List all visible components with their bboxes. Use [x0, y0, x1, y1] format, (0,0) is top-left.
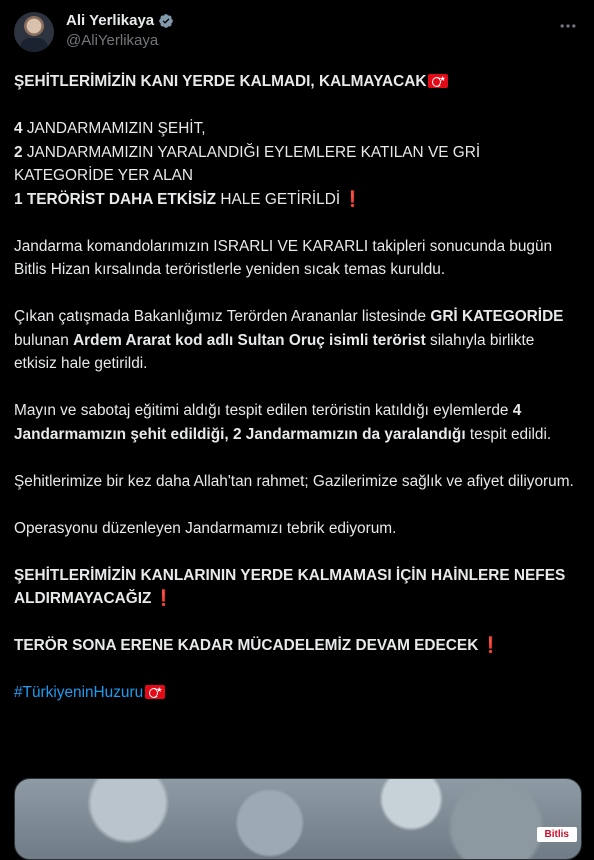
tweet-headline [14, 70, 580, 94]
summary-text-2: JANDARMAMIZIN YARALANDIĞI EYLEMLERE KATILAN VE GRİ KATEGORİDE YER ALAN [14, 143, 481, 184]
tweet-paragraph-3: Jandarma komandolarımızın ISRARLI VE KARARLI takipleri sonucunda bugün Bitlis Hizan kırsalında teröristlerle yeniden sıcak temas kuruldu. [14, 237, 553, 278]
headline-text: ŞEHİTLERİMİZİN KANI YERDE KALMADI, KALMAYACAK [14, 73, 427, 90]
tweet-text [14, 70, 580, 728]
tweet-paragraph-7: Operasyonu düzenleyen Jandarmamızı tebrik ediyorum. [14, 519, 397, 537]
more-dots-glyph [558, 16, 578, 36]
exclamation-icon: ❗ [481, 637, 501, 654]
p5-text-c: tespit edildi. [465, 425, 552, 443]
p5-text-b: 4 Jandarmamızın şehit edildiği, 2 Jandarmamızın da yaralandığı [14, 402, 522, 443]
p4-text-e: silahıyla birlikte etkisiz hale getirildi. [14, 331, 535, 372]
p8-text: ŞEHİTLERİMİZİN KANLARININ YERDE KALMAMASI İÇİN HAİNLERE NEFES ALDIRMAYACAĞIZ [14, 566, 566, 607]
more-options-icon[interactable] [556, 14, 580, 38]
tweet-header [14, 10, 580, 54]
summary-count-1: 4 [14, 120, 23, 137]
tweet-paragraph-6: Şehitlerimize bir kez daha Allah'tan rahmet; Gazilerimize sağlık ve afiyet diliyorum. [14, 472, 574, 490]
turkey-flag-icon [428, 74, 448, 88]
p4-text-b: GRİ KATEGORİDE [430, 308, 564, 325]
tweet-paragraph-9 [14, 634, 580, 658]
hashtag-link[interactable]: #TürkiyeninHuzuru [14, 684, 144, 701]
tweet-hashtag-line [14, 681, 580, 705]
summary-count-2: 2 [14, 143, 23, 161]
tweet-summary [14, 117, 580, 211]
author-handle[interactable]: @AliYerlikaya [66, 32, 159, 49]
avatar[interactable] [14, 12, 54, 52]
turkey-flag-icon [145, 685, 165, 699]
author-name-row[interactable] [66, 12, 174, 29]
tweet-media-image[interactable] [14, 778, 582, 860]
tweet-paragraph-4 [14, 305, 580, 376]
p4-text-a: Çıkan çatışmada Bakanlığımız Terörden Arananlar listesinde [14, 308, 431, 325]
summary-count-3: 1 TERÖRİST DAHA ETKİSİZ [14, 190, 217, 208]
summary-line-1 [14, 117, 580, 141]
verified-badge-icon [158, 13, 174, 29]
p4-text-c: bulunan [14, 331, 74, 349]
media-location-label: Bitlis [537, 827, 577, 842]
exclamation-icon: ❗ [343, 190, 363, 208]
tweet-paragraph-5 [14, 399, 580, 446]
p4-text-d: Ardem Ararat kod adlı Sultan Oruç isimli terörist [73, 331, 426, 349]
summary-line-3 [14, 188, 580, 212]
p5-text-a: Mayın ve sabotaj eğitimi aldığı tespit edilen teröristin katıldığı eylemlerde [14, 402, 513, 419]
summary-text-1: JANDARMAMIZIN ŞEHİT, [22, 120, 206, 137]
summary-line-2 [14, 141, 580, 188]
summary-text-3: HALE GETİRİLDİ [216, 190, 341, 208]
tweet-paragraph-8 [14, 564, 580, 611]
exclamation-icon: ❗ [154, 590, 174, 607]
p9-text: TERÖR SONA ERENE KADAR MÜCADELEMİZ DEVAM EDECEK [14, 637, 479, 654]
author-name[interactable]: Ali Yerlikaya [66, 12, 155, 29]
avatar-figure [20, 38, 48, 52]
